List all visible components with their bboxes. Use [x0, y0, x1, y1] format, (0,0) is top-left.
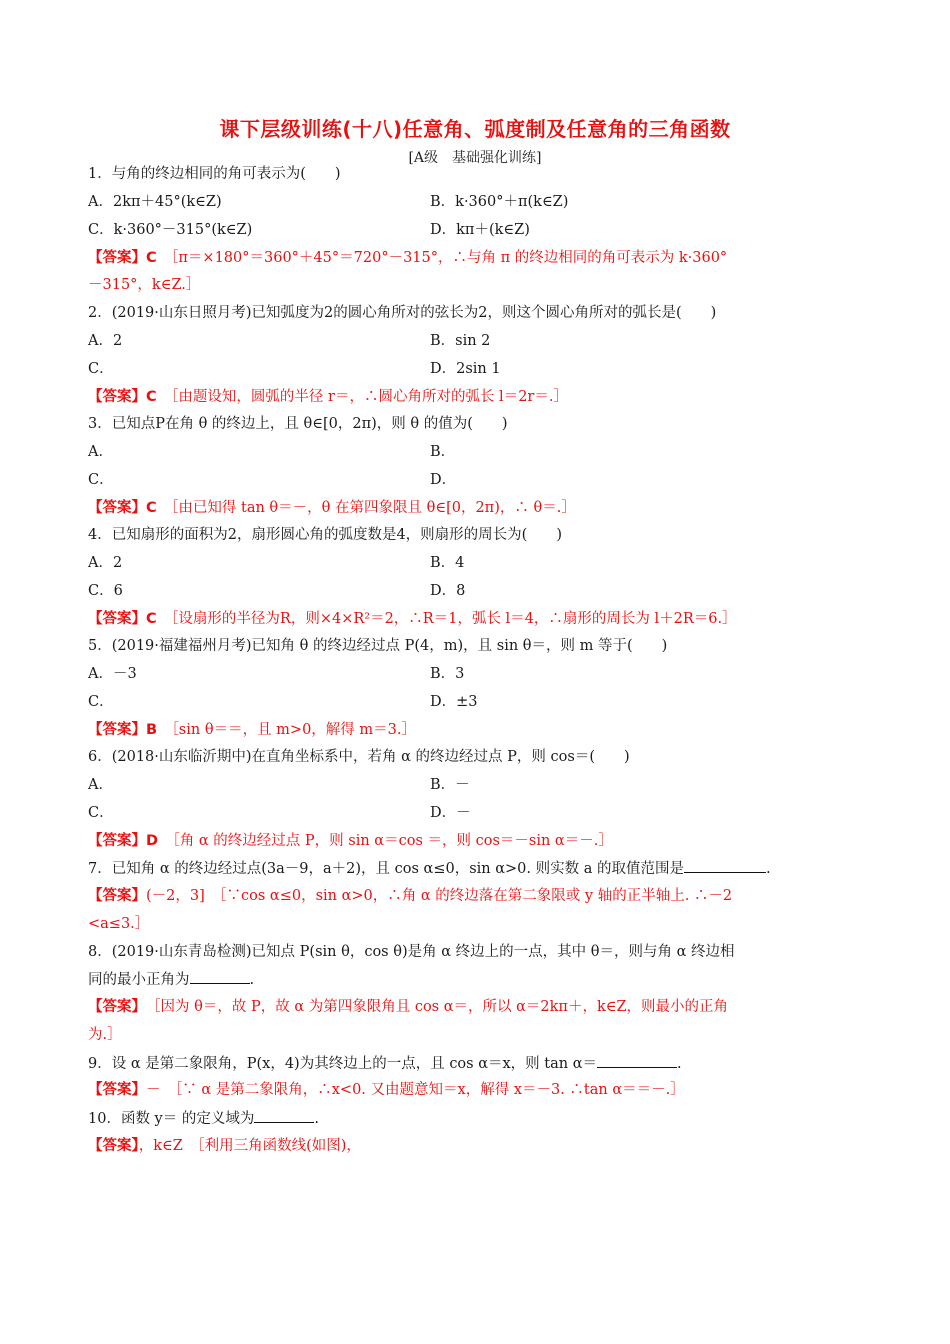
question-line	[88, 747, 868, 767]
line-text: ［设扇形的半径为R，则×4×R²＝2，∴R＝1，弧长 l＝4，∴扇形的周长为 l＋2R＝6.］	[171, 611, 737, 627]
line-text: ，k∈Z ［利用三角函数线(如图)，	[138, 1138, 361, 1154]
answer-line	[88, 1080, 868, 1100]
line-text: 为.］	[88, 1027, 122, 1043]
option-left: A．	[88, 777, 113, 793]
option-left: C．	[88, 805, 114, 821]
answer-line	[88, 720, 868, 740]
option-left: C．	[88, 694, 114, 710]
question-line	[88, 525, 868, 545]
line-text: ［由已知得 tan θ＝－，θ 在第四象限且 θ∈[0，2π)，∴ θ＝.］	[171, 500, 576, 516]
line-text: (－2，3] ［∵cos α≤0，sin α>0，∴角 α 的终边落在第二象限或 y 轴的正半轴上. ∴－2	[146, 888, 733, 904]
question-line	[88, 164, 868, 184]
line-text: －315°，k∈Z.］	[88, 277, 201, 293]
line-text: ［角 α 的终边经过点 P，则 sin α＝cos ＝，则 cos＝－sin α＝－.］	[172, 833, 613, 849]
answer-tag: 【答案】B	[88, 722, 158, 738]
answer-line	[88, 498, 868, 518]
option-right: B．3	[430, 666, 465, 682]
answer-tag: 【答案】	[88, 1082, 146, 1098]
answer-blank	[190, 969, 250, 984]
option-right: B．sin 2	[430, 333, 491, 349]
line-text: 同的最小正角为	[88, 972, 190, 988]
option-left: C．	[88, 472, 114, 488]
option-right: D．	[430, 472, 457, 488]
option-left: C．k·360°－315°(k∈Z)	[88, 222, 253, 238]
question-line	[88, 414, 868, 434]
question-line: 7．已知角 α 的终边经过点(3a－9，a＋2)，且 cos α≤0，sin α>0. 则实数 a 的取值范围是 .	[88, 858, 868, 879]
option-left: A．	[88, 444, 113, 460]
answer-tag: 【答案】C	[88, 500, 157, 516]
line-text: 2．(2019·山东日照月考)已知弧度为2的圆心角所对的弦长为2，则这个圆心角所对的弧长是( )	[88, 305, 717, 321]
question-line	[88, 636, 868, 656]
line-text: ［因为 θ＝，故 P，故 α 为第四象限角且 cos α＝，所以 α＝2kπ＋，k∈Z，则最小的正角	[138, 999, 729, 1015]
option-right: B．4	[430, 555, 465, 571]
page-title: 课下层级训练(十八)任意角、弧度制及任意角的三角函数	[219, 117, 731, 141]
answer-tag: 【答案】	[88, 999, 139, 1015]
option-right: B．	[430, 444, 456, 460]
line-text: 5．(2019·福建福州月考)已知角 θ 的终边经过点 P(4，m)，且 sin θ＝，则 m 等于( )	[88, 638, 668, 654]
option-left: A．2kπ＋45°(k∈Z)	[88, 194, 222, 210]
line-text: 10．函数 y＝ 的定义域为	[88, 1111, 255, 1127]
line-text: 1．与角的终边相同的角可表示为( )	[88, 166, 341, 182]
answer-blank	[254, 1108, 314, 1123]
question-line	[88, 942, 868, 962]
answer-tag: 【答案】	[88, 1138, 139, 1154]
answer-line	[88, 248, 868, 268]
answer-line	[88, 1025, 868, 1045]
answer-blank	[684, 858, 766, 873]
option-right: D．±3	[430, 694, 478, 710]
option-left: C．6	[88, 583, 123, 599]
line-text: ［π＝×180°＝360°＋45°＝720°－315°，∴与角 π 的终边相同的角可表示为 k·360°	[171, 250, 728, 266]
option-right: D．kπ＋(k∈Z)	[430, 222, 530, 238]
answer-tag: 【答案】	[88, 888, 146, 904]
option-right: B．－	[430, 777, 470, 793]
question-line: 10．函数 y＝ 的定义域为 .	[88, 1108, 868, 1129]
option-right: D．8	[430, 583, 466, 599]
question-line	[88, 303, 868, 323]
section-subtitle: [A级 基础强化训练]	[408, 150, 542, 166]
option-left: A．2	[88, 555, 123, 571]
option-left: A．2	[88, 333, 123, 349]
answer-line	[88, 914, 868, 934]
question-line: 同的最小正角为 .	[88, 969, 868, 990]
line-text: ［由题设知，圆弧的半径 r＝，∴圆心角所对的弧长 l＝2r＝.］	[171, 389, 568, 405]
line-text: 8．(2019·山东青岛检测)已知点 P(sin θ，cos θ)是角 α 终边上的一点，其中 θ＝，则与角 α 终边相	[88, 944, 735, 960]
line-text: 3．已知点P在角 θ 的终边上，且 θ∈[0，2π)，则 θ 的值为( )	[88, 416, 508, 432]
line-text: 6．(2018·山东临沂期中)在直角坐标系中，若角 α 的终边经过点 P，则 cos＝( )	[88, 749, 630, 765]
question-line: 9．设 α 是第二象限角，P(x，4)为其终边上的一点，且 cos α＝x，则 tan α＝ .	[88, 1053, 868, 1074]
answer-tag: 【答案】C	[88, 250, 157, 266]
answer-tag: 【答案】C	[88, 611, 157, 627]
answer-blank	[597, 1053, 677, 1068]
answer-line	[88, 831, 868, 851]
line-text: <a≤3.］	[88, 916, 150, 932]
answer-line	[88, 886, 868, 906]
option-right: B．k·360°＋π(k∈Z)	[430, 194, 569, 210]
option-left: A．－3	[88, 666, 137, 682]
option-right: D．2sin 1	[430, 361, 501, 377]
line-text: 7．已知角 α 的终边经过点(3a－9，a＋2)，且 cos α≤0，sin α>0. 则实数 a 的取值范围是	[88, 861, 684, 877]
answer-line	[88, 997, 868, 1017]
answer-tag: 【答案】C	[88, 389, 157, 405]
option-right: D．－	[430, 805, 471, 821]
option-left: C．	[88, 361, 114, 377]
line-text: － ［∵ α 是第二象限角，∴x<0. 又由题意知＝x，解得 x＝－3. ∴tan α＝＝－.］	[146, 1082, 685, 1098]
answer-line	[88, 609, 868, 629]
answer-tag: 【答案】D	[88, 833, 159, 849]
line-text: ［sin θ＝＝，且 m>0，解得 m＝3.］	[171, 722, 416, 738]
answer-line	[88, 275, 868, 295]
answer-line	[88, 387, 868, 407]
line-text: 4．已知扇形的面积为2，扇形圆心角的弧度数是4，则扇形的周长为( )	[88, 527, 562, 543]
line-text: 9．设 α 是第二象限角，P(x，4)为其终边上的一点，且 cos α＝x，则 tan α＝	[88, 1056, 598, 1072]
answer-line	[88, 1136, 868, 1156]
